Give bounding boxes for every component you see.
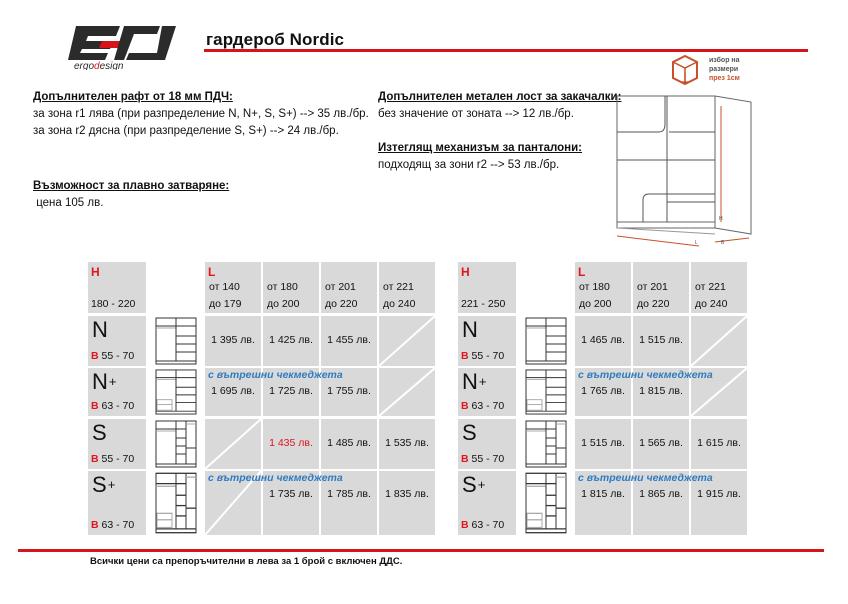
unavailable-cell	[379, 368, 435, 416]
price-cell	[379, 471, 435, 535]
unavailable-slash-icon	[205, 419, 261, 469]
model-cell	[88, 419, 146, 469]
length-from: от 180	[267, 281, 298, 293]
wardrobe-illustration	[603, 52, 753, 248]
depth-range: В 55 - 70	[91, 453, 135, 465]
model-name: S+	[92, 472, 116, 497]
model-name: S	[92, 420, 107, 445]
trouser-rack-heading: Изтеглящ механизъм за панталони:	[378, 142, 582, 154]
model-name: N	[462, 317, 478, 342]
depth-range: В 63 - 70	[461, 400, 505, 412]
height-label: H	[461, 265, 470, 279]
price-cell	[691, 419, 747, 469]
price-value: 1 915 лв.	[697, 488, 741, 500]
model-name: N	[92, 317, 108, 342]
price-cell	[263, 419, 319, 469]
extra-shelf-heading: Допълнителен рафт от 18 мм ПДЧ:	[33, 91, 233, 103]
height-range: 221 - 250	[461, 298, 506, 310]
wardrobe-layout-icon	[525, 420, 567, 468]
price-value: 1 735 лв.	[269, 488, 313, 500]
internal-drawers-note: с вътрешни чекмеджета	[578, 369, 713, 381]
price-value: 1 515 лв.	[639, 334, 683, 346]
price-cell	[633, 316, 689, 366]
depth-range: В 55 - 70	[91, 350, 135, 362]
length-from: от 140	[209, 281, 240, 293]
unavailable-cell	[379, 316, 435, 366]
soft-close-heading: Възможност за плавно затваряне:	[33, 180, 230, 192]
model-name: S	[462, 420, 477, 445]
price-cell	[633, 419, 689, 469]
wardrobe-layout-icon	[525, 369, 567, 415]
model-cell	[458, 368, 516, 416]
internal-drawers-note: с вътрешни чекмеджета	[208, 472, 343, 484]
price-value: 1 865 лв.	[639, 488, 683, 500]
length-from: от 201	[325, 281, 356, 293]
unavailable-cell	[691, 316, 747, 366]
metal-rod-heading: Допълнителен метален лост за закачалки:	[378, 91, 622, 103]
unavailable-slash-icon	[379, 316, 435, 366]
length-header-cell	[691, 262, 747, 313]
footer-note: Всички цени са препоръчителни в лева за 1 брой с включен ДДС.	[90, 556, 403, 567]
svg-text:ergodesign: ergodesign	[74, 61, 124, 70]
height-range: 180 - 220	[91, 298, 136, 310]
price-cell	[575, 316, 631, 366]
ergodesign-logo	[62, 22, 182, 70]
model-cell	[88, 316, 146, 366]
price-value: 1 565 лв.	[639, 437, 683, 449]
length-from: от 221	[383, 281, 414, 293]
price-value: 1 815 лв.	[581, 488, 625, 500]
model-cell	[88, 368, 146, 416]
extra-shelf-line: за зона r1 лява (при разпределение N, N+, S, S+) --> 35 лв./бр.	[33, 108, 369, 120]
depth-range: В 63 - 70	[91, 400, 135, 412]
height-header-cell	[458, 262, 516, 313]
price-value: 1 755 лв.	[327, 385, 371, 397]
length-label: L	[208, 265, 216, 279]
price-value: 1 515 лв.	[581, 437, 625, 449]
price-value: 1 465 лв.	[581, 334, 625, 346]
model-plus: +	[478, 374, 487, 389]
price-value: 1 725 лв.	[269, 385, 313, 397]
unavailable-slash-icon	[379, 368, 435, 416]
price-value: 1 425 лв.	[269, 334, 313, 346]
price-value: 1 485 лв.	[327, 437, 371, 449]
length-header-cell	[321, 262, 377, 313]
model-plus: +	[108, 374, 117, 389]
metal-rod-line: без значение от зоната --> 12 лв./бр.	[378, 108, 574, 120]
length-to: до 240	[695, 298, 728, 310]
model-plus: +	[107, 477, 116, 492]
page-title: гардероб Nordic	[206, 30, 345, 49]
length-to: до 240	[383, 298, 416, 310]
wardrobe-layout-icon	[525, 317, 567, 365]
soft-close-info	[33, 178, 229, 212]
model-cell	[458, 316, 516, 366]
internal-drawers-note: с вътрешни чекмеджета	[578, 472, 713, 484]
price-value: 1 815 лв.	[639, 385, 683, 397]
length-from: от 180	[579, 281, 610, 293]
depth-range: В 63 - 70	[91, 519, 135, 531]
length-to: до 220	[637, 298, 670, 310]
price-cell	[321, 419, 377, 469]
length-header-cell	[633, 262, 689, 313]
length-header-cell	[205, 262, 261, 313]
length-from: от 221	[695, 281, 726, 293]
size-badge-line: размери	[709, 66, 739, 73]
extra-shelf-info	[33, 89, 369, 140]
wardrobe-layout-icon	[155, 317, 197, 365]
size-badge-line: избор на	[709, 57, 740, 64]
height-label: H	[91, 265, 100, 279]
price-value: 1 615 лв.	[697, 437, 741, 449]
length-header-cell	[575, 262, 631, 313]
depth-range: В 55 - 70	[461, 453, 505, 465]
unavailable-slash-icon	[691, 316, 747, 366]
model-cell	[458, 471, 516, 535]
model-name: N+	[462, 369, 487, 394]
footer-divider	[18, 549, 824, 552]
wardrobe-layout-icon	[155, 420, 197, 468]
soft-close-price: цена 105 лв.	[33, 197, 104, 209]
dimension-label: L	[695, 240, 698, 246]
price-value: 1 785 лв.	[327, 488, 371, 500]
length-to: до 200	[267, 298, 300, 310]
depth-range: В 63 - 70	[461, 519, 505, 531]
length-to: до 179	[209, 298, 242, 310]
model-plus: +	[477, 477, 486, 492]
price-value: 1 765 лв.	[581, 385, 625, 397]
wardrobe-layout-icon	[155, 472, 197, 534]
price-cell	[321, 316, 377, 366]
model-cell	[88, 471, 146, 535]
length-label: L	[578, 265, 586, 279]
dimension-label: H	[719, 216, 723, 222]
model-cell	[458, 419, 516, 469]
unavailable-cell	[205, 419, 261, 469]
price-cell	[205, 316, 261, 366]
length-header-cell	[379, 262, 435, 313]
length-header-cell	[263, 262, 319, 313]
model-name: N+	[92, 369, 117, 394]
wardrobe-layout-icon	[155, 369, 197, 415]
length-to: до 200	[579, 298, 612, 310]
size-badge-line: през 1см	[709, 75, 740, 82]
length-from: от 201	[637, 281, 668, 293]
price-value: 1 455 лв.	[327, 334, 371, 346]
model-name: S+	[462, 472, 486, 497]
trouser-rack-line: подходящ за зони r2 --> 53 лв./бр.	[378, 159, 560, 171]
price-cell	[379, 419, 435, 469]
price-value: 1 395 лв.	[211, 334, 255, 346]
extra-shelf-line: за зона r2 дясна (при разпределение S, S+) --> 24 лв./бр.	[33, 125, 339, 137]
price-value: 1 435 лв.	[269, 437, 313, 449]
price-cell	[263, 316, 319, 366]
price-value: 1 535 лв.	[385, 437, 429, 449]
height-header-cell	[88, 262, 146, 313]
wardrobe-layout-icon	[525, 472, 567, 534]
box-dimensions-icon	[673, 56, 697, 84]
price-value: 1 695 лв.	[211, 385, 255, 397]
depth-range: В 55 - 70	[461, 350, 505, 362]
internal-drawers-note: с вътрешни чекмеджета	[208, 369, 343, 381]
extras-info	[378, 89, 621, 174]
dimension-label: B	[721, 240, 725, 246]
price-value: 1 835 лв.	[385, 488, 429, 500]
length-to: до 220	[325, 298, 358, 310]
price-cell	[575, 419, 631, 469]
